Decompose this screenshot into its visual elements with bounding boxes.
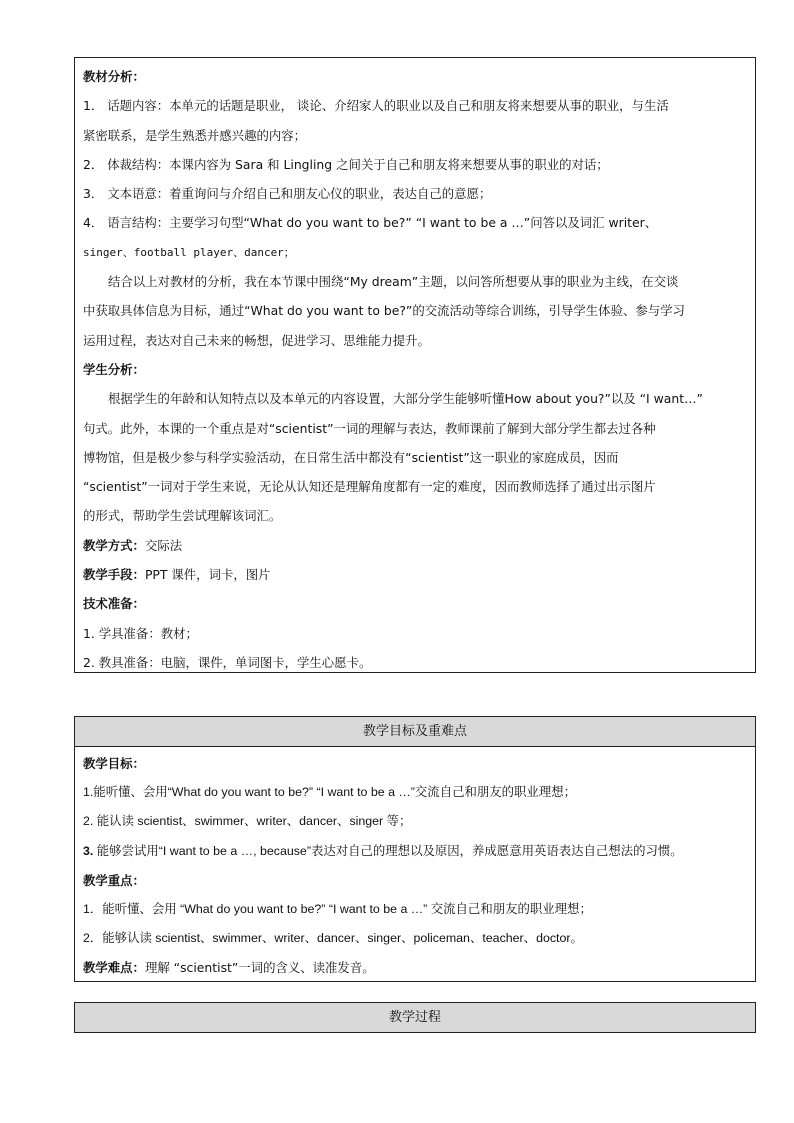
goal-item-3: [83, 837, 747, 866]
teaching-process-box: [74, 1002, 756, 1033]
difficulty-label: 教学难点：: [83, 960, 145, 976]
teaching-means-value: PPT 课件，词卡，图片: [144, 567, 271, 583]
goals-header: 教学目标及重难点: [75, 717, 755, 747]
key-point-2: 2．能够认读 scientist、swimmer、writer、dancer、singer、policeman、teacher、doctor。: [83, 931, 583, 946]
student-analysis-e: 的形式，帮助学生尝试理解该词汇。: [83, 508, 282, 524]
difficulty-row: [83, 953, 747, 982]
student-analysis-title: 学生分析：: [83, 361, 145, 377]
tech-prep-item-1: 1. 学具准备：教材；: [83, 625, 198, 641]
goals-content: [75, 747, 755, 983]
key-point-1: 1．能听懂、会用 “What do you want to be?” “I want to be a …” 交流自己和朋友的职业理想；: [83, 902, 592, 917]
goals-title: 教学目标：: [83, 756, 145, 771]
analysis-item-1b: 紧密联系，是学生熟悉并感兴趣的内容；: [83, 127, 307, 143]
goal-item-3-number: 3.: [83, 843, 94, 858]
teaching-method-value: 交际法: [144, 537, 183, 553]
key-points-title: 教学重点：: [83, 872, 145, 888]
teaching-goals-box: [74, 716, 756, 982]
student-analysis-d: “scientist”一词对于学生来说，无论从认知还是理解角度都有一定的难度，因而教师选择了通过出示图片: [83, 479, 656, 495]
process-header: 教学过程: [75, 1003, 755, 1032]
analysis-summary-a: 结合以上对教材的分析，我在本节课中围绕“My dream”主题，以问答所想要从事的职业为主线，在交谈: [108, 274, 679, 290]
teaching-means-label: 教学手段：: [83, 567, 145, 583]
analysis-item-4b: singer、football player、dancer；: [83, 245, 295, 259]
teaching-method-label: 教学方式：: [83, 537, 145, 553]
analysis-title: 教材分析：: [83, 69, 145, 84]
teaching-method-row: [83, 531, 747, 560]
tech-prep-title: 技术准备：: [83, 596, 145, 612]
student-analysis-b: 句式。此外，本课的一个重点是对“scientist”一词的理解与表达，教师课前了解到大部分学生都去过各种: [83, 420, 656, 436]
analysis-item-2: 2． 体裁结构：本课内容为 Sara 和 Lingling 之间关于自己和朋友将来想要从事的职业的对话；: [83, 156, 609, 172]
analysis-summary-c: 运用过程，表达对自己未来的畅想，促进学习、思维能力提升。: [83, 332, 430, 348]
goal-item-3-text: 能够尝试用“I want to be a …, because”表达对自己的理想以及原因，养成愿意用英语表达自己想法的习惯。: [93, 843, 683, 858]
student-analysis-a: 根据学生的年龄和认知特点以及本单元的内容设置，大部分学生能够听懂How about you?”以及 “I want…”: [108, 391, 703, 407]
goal-item-2: 2. 能认读 scientist、swimmer、writer、dancer、singer 等；: [83, 814, 412, 829]
goal-item-1: 1.能听懂、会用“What do you want to be?” “I want to be a …”交流自己和朋友的职业理想；: [83, 785, 576, 800]
analysis-item-4a: 4． 语言结构：主要学习句型“What do you want to be?” “I want to be a …”问答以及词汇 writer、: [83, 215, 658, 231]
teaching-material-analysis-box: [74, 57, 756, 673]
analysis-item-3: 3． 文本语意：着重询问与介绍自己和朋友心仪的职业，表达自己的意愿；: [83, 186, 492, 202]
teaching-means-row: [83, 560, 747, 589]
student-analysis-c: 博物馆，但是极少参与科学实验活动，在日常生活中都没有“scientist”这一职业的家庭成员，因而: [83, 449, 619, 465]
tech-prep-item-2: 2. 教具准备：电脑，课件，单词图卡，学生心愿卡。: [83, 654, 372, 670]
analysis-summary-b: 中获取具体信息为目标，通过“What do you want to be?”的交流活动等综合训练，引导学生体验、参与学习: [83, 303, 685, 319]
difficulty-value: 理解 “scientist”一词的含义、读准发音。: [144, 960, 375, 976]
analysis-item-1a: 1． 话题内容：本单元的话题是职业， 谈论、介绍家人的职业以及自己和朋友将来想要从事的职业，与生活: [83, 98, 669, 114]
